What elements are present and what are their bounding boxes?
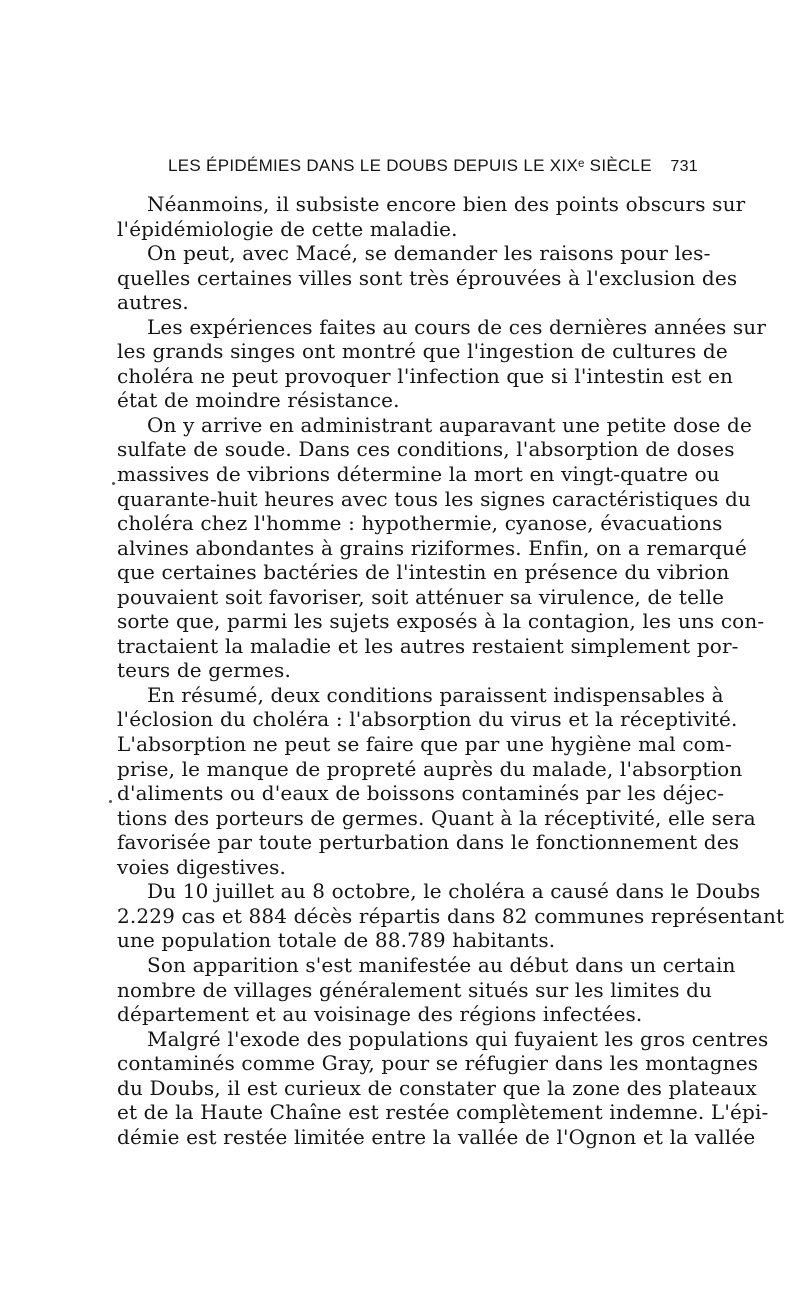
text-line: Néanmoins, il subsiste encore bien des points obscurs sur	[147, 192, 746, 216]
text-line: quelles certaines villes sont très éprouvées à l'exclusion des	[117, 265, 738, 290]
text-line: pouvaient soit favoriser, soit atténuer sa virulence, de telle	[117, 584, 725, 609]
text-line: que certaines bactéries de l'intestin en présence du vibrion	[117, 560, 730, 585]
text-line: Son apparition s'est manifestée au début dans un certain	[147, 952, 736, 977]
text-line: choléra ne peut provoquer l'infection que si l'intestin est en	[117, 363, 734, 388]
text-line: alvines abondantes à grains riziformes. Enfin, on a remarqué	[117, 535, 748, 560]
text-line: massives de vibrions détermine la mort en vingt-quatre ou	[117, 462, 720, 487]
text-line: voies digestives.	[117, 854, 287, 879]
text-line: Du 10 juillet au 8 octobre, le choléra a causé dans le Doubs	[147, 879, 761, 904]
text-line: autres.	[117, 290, 189, 315]
body-text	[117, 192, 785, 1149]
running-title: LES ÉPIDÉMIES DANS LE DOUBS DEPUIS LE XIXᵉ SIÈCLE	[168, 156, 652, 175]
margin-speck	[112, 482, 115, 485]
running-head	[168, 156, 698, 176]
text-line: En résumé, deux conditions paraissent indispensables à	[147, 682, 724, 707]
text-line: les grands singes ont montré que l'ingestion de cultures de	[117, 339, 728, 364]
text-line: d'aliments ou d'eaux de boissons contaminés par les déjec-	[117, 781, 725, 806]
text-line: du Doubs, il est curieux de constater que la zone des plateaux	[117, 1075, 757, 1100]
text-line: contaminés comme Gray, pour se réfugier dans les montagnes	[117, 1051, 759, 1076]
text-line: démie est restée limitée entre la vallée de l'Ognon et la vallée	[117, 1124, 756, 1149]
text-line: L'absorption ne peut se faire que par une hygiène mal com-	[117, 732, 732, 757]
text-line: sorte que, parmi les sujets exposés à la contagion, les uns con-	[117, 609, 765, 634]
text-line: état de moindre résistance.	[117, 388, 400, 413]
text-line: favorisée par toute perturbation dans le fonctionnement des	[117, 830, 740, 855]
text-line: l'épidémiologie de cette maladie.	[117, 216, 458, 241]
text-line: nombre de villages généralement situés sur les limites du	[117, 977, 713, 1002]
text-line: 2.229 cas et 884 décès répartis dans 82 communes représentant	[117, 903, 785, 928]
text-line: l'éclosion du choléra : l'absorption du virus et la réceptivité.	[117, 707, 738, 732]
text-line: Malgré l'exode des populations qui fuyaient les gros centres	[147, 1026, 769, 1051]
text-line: Les expériences faites au cours de ces dernières années sur	[147, 314, 767, 339]
text-line: choléra chez l'homme : hypothermie, cyanose, évacuations	[117, 511, 723, 536]
text-line: sulfate de soude. Dans ces conditions, l'absorption de doses	[117, 437, 735, 462]
text-line: tions des porteurs de germes. Quant à la réceptivité, elle sera	[117, 805, 756, 830]
page-number: 731	[670, 158, 698, 175]
text-line: et de la Haute Chaîne est restée complètement indemne. L'épi-	[117, 1100, 769, 1125]
text-line: une population totale de 88.789 habitants.	[117, 928, 556, 953]
text-line: quarante-huit heures avec tous les signes caractéristiques du	[117, 486, 751, 511]
text-line: département et au voisinage des régions infectées.	[117, 1002, 643, 1027]
text-line: teurs de germes.	[117, 658, 291, 683]
text-line: tractaient la maladie et les autres restaient simplement por-	[117, 633, 739, 658]
text-line: On peut, avec Macé, se demander les raisons pour les-	[147, 241, 711, 266]
margin-speck	[109, 800, 112, 803]
text-line: On y arrive en administrant auparavant une petite dose de	[147, 412, 752, 437]
text-line: prise, le manque de propreté auprès du malade, l'absorption	[117, 756, 743, 781]
